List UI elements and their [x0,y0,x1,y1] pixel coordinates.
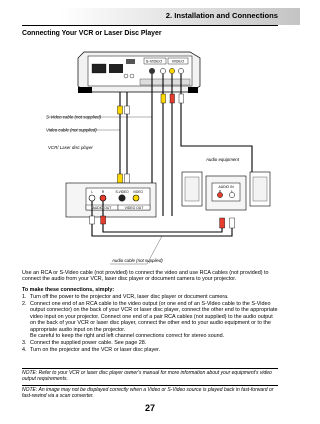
vcr-audio-plug-l [90,216,95,224]
note-1-rule [22,368,278,369]
step-number: 1. [22,294,27,300]
port-label-video: VIDEO [171,58,185,64]
audio-cable-label: Audio cable (not supplied) [112,258,163,263]
step-text: Turn on the projector and the VCR or laser disc player. [30,346,161,353]
chapter-title: 2. Installation and Connections [165,11,278,20]
step-3 [22,340,278,346]
page-number: 27 [144,403,155,413]
audio-l-label: L [231,189,233,193]
audio-r-label: R [218,189,222,193]
step-number: 2. [22,300,27,307]
step-text: Connect one end of an RCA cable to the video output (or one end of an S-Video cable to the S-Video output connector) on the back of your VCR or laser disc player, connect the other end to the appropriate video input on your projector. Connect one end of a pair RCA cables (not supplied) to the audio output on the back of your VCR or laser disc player, connect the other end to your audio equipment or to the appropriate audio input on the projector. [30,300,278,333]
audio-in-label: AUDIO IN [218,185,234,189]
note-2-rule [22,385,278,386]
vcr-svideo-label: S-VIDEO [115,190,129,194]
steps-list [22,294,278,354]
svideo-cable-label: S-Video cable (not supplied) [46,114,102,120]
intro-paragraph: Use an RCA or S-Video cable (not provided) to connect the video and use RCA cables (not provided) to connect the audio from your VCR, laser disc player or document camera to your projector. [22,270,269,283]
step-text: Turn off the power to the projector and VCR, laser disc player or document camera. [30,294,229,300]
vcr-video-label: VIDEO [133,190,143,194]
video-cable-label: Video cable (not supplied) [46,127,97,133]
step-2 [22,301,278,340]
step-number: 3. [22,339,27,346]
note-2: NOTE: An image may not be displayed correctly when a Video or S-Video source is played back in fast-forward or fast-rewind via a scan converter. [22,387,274,400]
section-title: Connecting Your VCR or Laser Disc Player [22,30,162,37]
audio-equipment-label: Audio equipment [206,157,239,162]
step-number: 4. [22,346,27,353]
step-extra-text: Be careful to keep the right and left channel connections correct for stereo sound. [30,333,225,340]
step-1 [22,294,278,300]
step-text: Connect the supplied power cable. See page 28. [30,339,147,346]
vcr-audio-out-label: AUDIO OUT [92,206,112,210]
vcr-panel [66,183,156,217]
connection-diagram [22,46,280,268]
port-label-svideo: S-VIDEO [145,58,163,64]
vcr-audio-plug-r [101,216,106,224]
audio-equipment-illustration [182,172,270,228]
connections-heading: To make these connections, simply: [22,287,115,293]
step-4 [22,347,278,353]
header-rule [22,25,278,26]
vcr-l-label: L [91,190,93,194]
note-1: NOTE: Refer to your VCR or laser disc player owner's manual for more information about your equipment's video output requirements. [22,370,272,383]
vcr-video-out-label: VIDEO OUT [124,206,144,210]
vcr-label: VCR/ Laser disc player [48,145,93,150]
vcr-r-label: R [101,190,105,194]
projector-illustration [78,52,200,93]
